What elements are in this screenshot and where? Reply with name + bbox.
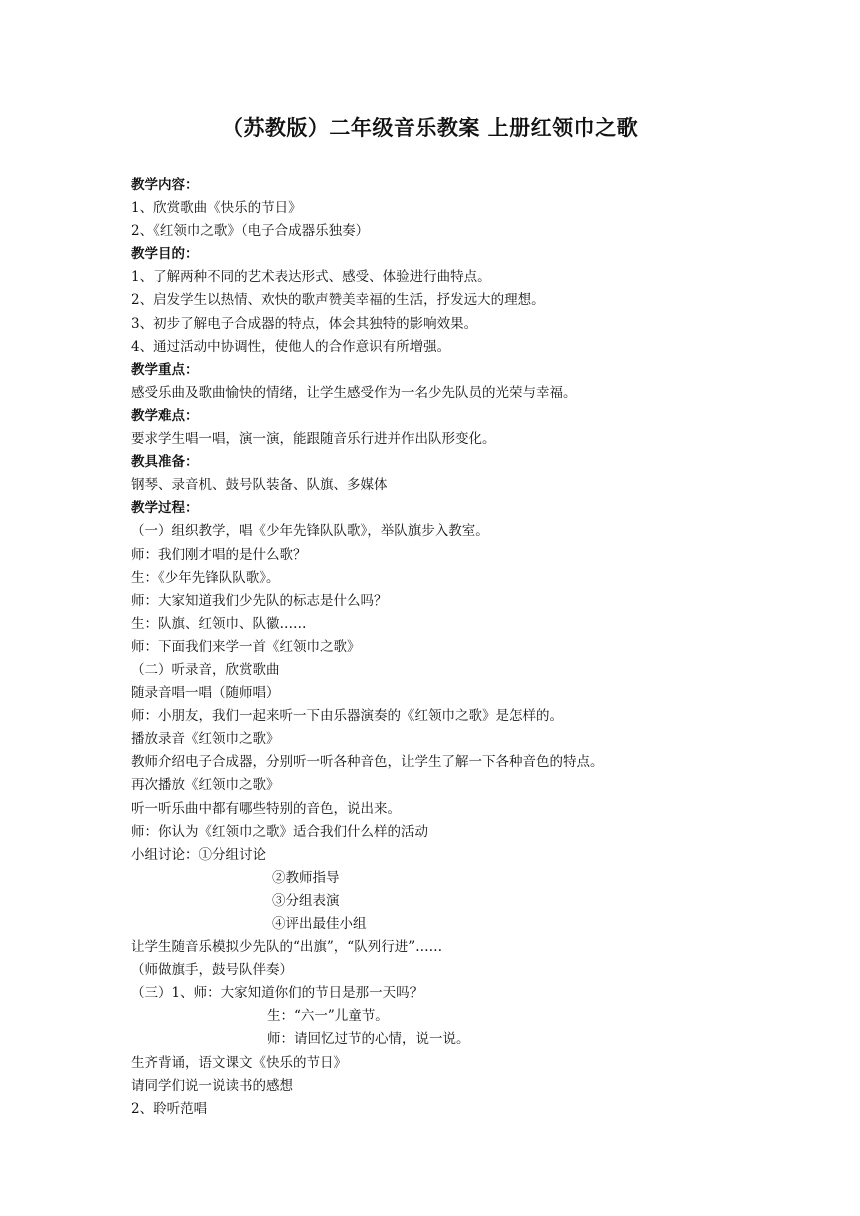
section-heading: 教具准备： (131, 454, 199, 471)
text-line: 请同学们说一说读书的感想 (131, 1077, 293, 1094)
text-line: 2、启发学生以热情、欢快的歌声赞美幸福的生活，抒发远大的理想。 (131, 292, 545, 309)
text-line: 生：“六一”儿童节。 (267, 1008, 389, 1025)
text-line: 感受乐曲及歌曲愉快的情绪，让学生感受作为一名少先队员的光荣与幸福。 (131, 384, 577, 401)
section-heading: 教学目的： (131, 246, 199, 263)
text-line: 再次播放《红领巾之歌》 (131, 777, 280, 794)
text-line: 2、《红领巾之歌》（电子合成器乐独奏） (131, 223, 370, 240)
text-line: 听一听乐曲中都有哪些特别的音色，说出来。 (131, 800, 401, 817)
text-line: 钢琴、录音机、鼓号队装备、队旗、多媒体 (131, 477, 388, 494)
text-line: 生：队旗、红领巾、队徽…… (131, 615, 307, 632)
text-line: 师：你认为《红领巾之歌》适合我们什么样的活动 (131, 823, 428, 840)
section-heading: 教学难点： (131, 407, 199, 424)
text-line: 师：下面我们来学一首《红领巾之歌》 (131, 638, 361, 655)
section-heading: 教学重点： (131, 361, 199, 378)
text-line: 随录音唱一唱（随师唱） (131, 685, 280, 702)
text-line: 4、通过活动中协调性，使他人的合作意识有所增强。 (131, 338, 451, 355)
text-line: 师：小朋友，我们一起来听一下由乐器演奏的《红领巾之歌》是怎样的。 (131, 708, 563, 725)
section-heading: 教学过程： (131, 500, 199, 517)
text-line: 生：《少年先锋队队歌》。 (131, 569, 280, 586)
document-title: （苏教版）二年级音乐教案 上册红领巾之歌 (221, 115, 639, 140)
section-heading: 教学内容： (131, 177, 199, 193)
text-line: （三）1、师：大家知道你们的节日是那一天吗？ (131, 985, 424, 1002)
text-line: 1、欣赏歌曲《快乐的节日》 (131, 200, 302, 217)
text-line: 要求学生唱一唱，演一演，能跟随音乐行进并作出队形变化。 (131, 431, 496, 448)
text-line: 师：我们刚才唱的是什么歌？ (131, 546, 307, 563)
text-line: 教师介绍电子合成器，分别听一听各种音色，让学生了解一下各种音色的特点。 (131, 754, 604, 771)
text-line: 让学生随音乐模拟少先队的“出旗”，“队列行进”…… (131, 939, 443, 956)
text-line: 2、聆听范唱 (131, 1100, 208, 1117)
text-line: ④评出最佳小组 (272, 916, 367, 932)
text-line: ②教师指导 (272, 869, 340, 886)
text-line: 生齐背诵，语文课文《快乐的节日》 (131, 1054, 347, 1071)
text-line: 师：请回忆过节的心情，说一说。 (267, 1031, 470, 1048)
text-line: （师做旗手，鼓号队伴奏） (131, 962, 293, 979)
text-line: 师：大家知道我们少先队的标志是什么吗？ (131, 592, 388, 609)
text-line: 3、初步了解电子合成器的特点，体会其独特的影响效果。 (131, 315, 478, 332)
document-body (131, 174, 771, 1121)
text-line: （二）听录音，欣赏歌曲 (131, 661, 280, 678)
text-line: ③分组表演 (272, 892, 340, 909)
text-line: 1、了解两种不同的艺术表达形式、感受、体验进行曲特点。 (131, 269, 491, 286)
text-line: （一）组织教学，唱《少年先锋队队歌》，举队旗步入教室。 (131, 523, 489, 540)
text-line: 播放录音《红领巾之歌》 (131, 731, 280, 748)
text-line: 小组讨论：①分组讨论 (131, 846, 266, 863)
